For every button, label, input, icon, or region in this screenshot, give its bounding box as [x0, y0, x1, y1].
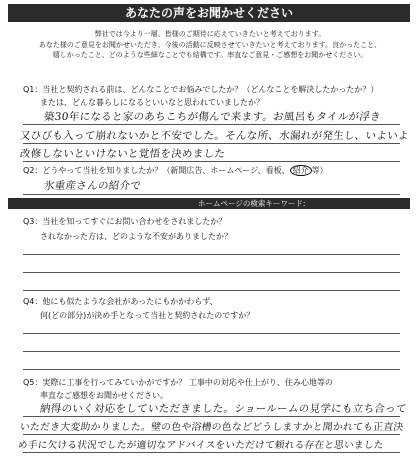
intro-line-2: あなた様のご意見をお聞かせいただき、今後の活動に反映させていきたいと考えております。良かったこと、	[38, 40, 382, 49]
page-title: あなたの声をお聞かせください	[8, 4, 410, 22]
q1-answer-3: 改修しないといけないと覚悟を決めました	[19, 148, 226, 160]
q4-label: Q4：他にも似たような会社があったにもかかわらず、	[23, 297, 218, 306]
answer-line	[23, 194, 400, 195]
q5-answer-2: いただき大変助かりました。壁の色や浴槽の色などどうしますかと聞かれても正直決	[19, 422, 405, 433]
q1-sub: または、どんな暮らしになるといいなと思われていましたか？	[40, 98, 264, 107]
q3-label: Q3：当社を知ってすぐにお問い合わせをされましたか？	[23, 217, 227, 226]
q5-sub: 率直なご感想をお聞かせください。	[40, 391, 168, 400]
q4-sub: 何(どの部分)が決め手となって当社と契約されたのですか？	[40, 311, 255, 320]
intro-line-1: 弊社では今より一層、皆様のご期待に応えていきたいと考えております。	[94, 30, 326, 38]
q2-label-end: 等）	[311, 166, 328, 175]
answer-line	[23, 452, 400, 453]
q3-sub: されなかった方は、どのような不安がありましたか？	[40, 232, 232, 241]
answer-line	[23, 254, 400, 255]
answer-line	[23, 124, 400, 125]
answer-line	[23, 416, 400, 417]
q1-answer-1: 築30年になると家のあちこちが傷んで来ます。お風呂もタイルが浮き	[43, 111, 382, 123]
q5-answer-3: め手に欠ける状況でしたが適切なアドバイスをいただけて頼れる存在と思いました	[17, 440, 385, 451]
q1-answer-2: 又ひびも入って崩れないかと不安でした。そんな所、水漏れが発生し、いよいよ	[19, 130, 410, 142]
intro-line-3: 嬉しかったこと、どのような些細なことでも結構です。率直なご意見・ご感想をお聞かせください。	[52, 51, 368, 59]
answer-line	[23, 333, 400, 334]
q2-answer: 氷重産さんの紹介で	[43, 180, 142, 192]
answer-line	[23, 290, 400, 291]
answer-line	[23, 369, 400, 370]
keyword-bar: ホームページの検索キーワード:	[8, 198, 410, 209]
q5-answer-1: 納得のいく対応をしていただきました。ショールームの見学にも立ち合って	[39, 403, 408, 415]
q2-label	[23, 165, 328, 176]
answer-line	[23, 143, 400, 144]
intro-text	[14, 29, 406, 61]
q5-label: Q5：実際に工事を行ってみていかがですか？ 工事中の対応や仕上がり、住み心地等の	[23, 378, 333, 387]
answer-line	[23, 434, 400, 435]
answer-line	[23, 272, 400, 273]
q1-label: Q1：当社と契約される前は、どんなことでお悩みでしたか？（どんなことを解決したかったか？）	[23, 85, 379, 94]
q2-circled-option: 紹介	[290, 165, 312, 176]
q2-label-text: Q2：どうやって当社を知りましたか？（新聞広告、ホームページ、看板、	[23, 166, 290, 175]
answer-line	[23, 351, 400, 352]
answer-line	[23, 161, 400, 162]
